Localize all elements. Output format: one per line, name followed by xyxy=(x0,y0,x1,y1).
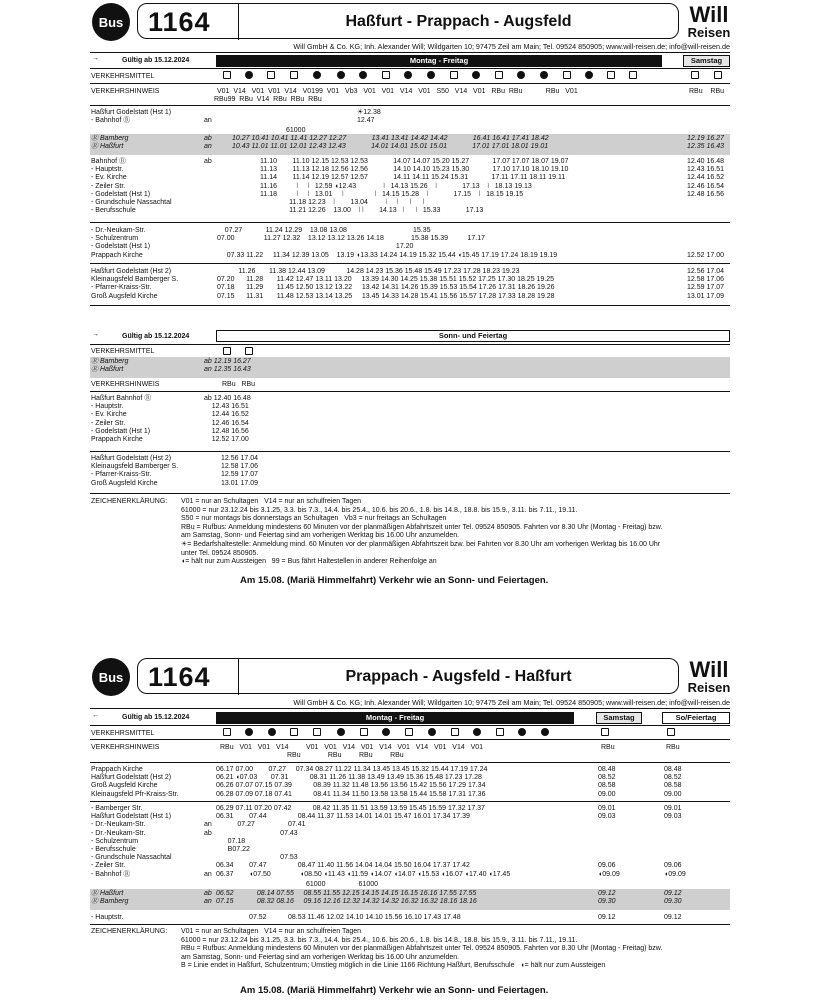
rufbus-icon xyxy=(496,728,504,736)
logo-will: Will xyxy=(689,657,729,682)
sunday-row-verkehrshinweis: VERKEHRSHINWEIS xyxy=(91,381,160,388)
line-number: 1164 xyxy=(148,7,211,37)
times-block-d: 11.26 11.38 12.44 13.09 14.28 14.23 15.36 15.48 15.49 17.23 17.28 18.23 19.23 07.20 11.28 11.42 12.47 13.11 13.20 13.39 14.30 14.25 15.38 15.51 15.52 17.25 17.30 18.25 19.25 07.18 11.29 11.45 12.50 13.12 13.22 13.42 14.31 14.26 15.39 15.53 15.54 17.26 17.31 18.26 19.26 07.15 11.31 11.48 12.53 13.14 13.25 13.45 14.33 14.28 15.41 15.56 15.57 17.28 17.33 18.28 19.28 xyxy=(217,268,555,300)
stops-block-b: - Bamberger Str. Haßfurt Godelstatt (Hst 1) - Dr.-Neukam-Str. - Dr.-Neukam-Str. - Schulzentrum - Berufsschule - Grundschule Nassachtal - Zeiler Str. - Bahnhof Ⓡ xyxy=(91,805,172,878)
divider xyxy=(90,762,730,763)
rufbus-icon xyxy=(382,71,390,79)
times-block-d-saturday: 12.56 17.04 12.58 17.06 12.59 17.07 13.01 17.09 xyxy=(687,268,724,300)
sunday-stops-b: Haßfurt Bahnhof Ⓡ - Hauptstr. - Ev. Kirche - Zeiler Str. - Godelstatt (Hst 1) Prappach Kirche xyxy=(91,395,152,444)
direction-arrow-icon: ← xyxy=(92,712,99,719)
rufbus-icon xyxy=(607,71,615,79)
hinweis-codes: RBu V01 V01 V14 V01 V01 V14 V01 V14 V01 V14 V01 V14 V01 xyxy=(220,744,484,751)
hinweis-codes-2: RBu RBu RBu RBu xyxy=(287,752,404,759)
valid-from: Gültig ab 15.12.2024 xyxy=(122,714,190,721)
sunday-row-verkehrsmittel: VERKEHRSMITTEL xyxy=(91,348,155,355)
rufbus-icon xyxy=(267,71,275,79)
hinweis-codes: V01 V14 V01 V01 V14 V0199 V01 Vb3 V01 V01 V14 V01 S50 V14 V01 RBu RBu RBu V01 xyxy=(217,88,578,95)
divider xyxy=(90,801,730,802)
divider xyxy=(90,739,730,740)
hinweis-saturday: RBu RBu xyxy=(689,88,725,95)
row-verkehrsmittel: VERKEHRSMITTEL xyxy=(91,73,155,80)
line-title-box xyxy=(137,3,679,39)
bus-icon xyxy=(517,71,525,79)
stops-block-a: Prappach Kirche Haßfurt Godelstatt (Hst 2) Groß Augsfeld Kirche Kleinaugsfeld Pfr-Kraiss-Str. xyxy=(91,766,179,798)
will-logo xyxy=(683,4,735,39)
sunday-header: Sonn- und Feiertag xyxy=(216,330,730,342)
rufbus-icon xyxy=(495,71,503,79)
times-block-b-saturday: 09.01 09.03 09.06 ◖09.09 xyxy=(598,805,620,878)
times-block-a: 06.17 07.00 07.27 07.34 08.27 11.22 11.34 13.45 13.45 15.32 15.44 17.19 17.24 06.21 ◖07.03 07.31 08.31 11.26 11.38 13.49 13.49 15.36 15.48 17.23 17.28 06.26 07.07 07.15 07.39 08.39 11.32 11.48 13.56 13.56 15.42 15.56 17.29 17.34 06.28 07.09 07.18 07.41 08.41 11.34 11.50 13.58 13.58 15.44 15.58 17.31 17.36 xyxy=(216,766,488,798)
stops-block-a: Haßfurt Godelstatt (Hst 1) - Bahnhof Ⓡ xyxy=(91,109,172,125)
divider xyxy=(90,391,730,392)
row-verkehrshinweis: VERKEHRSHINWEIS xyxy=(91,88,160,95)
rufbus-icon xyxy=(290,71,298,79)
times-block-b-sunday: 09.01 09.03 09.06 ◖09.09 xyxy=(664,805,686,878)
company-info: Will GmbH & Co. KG; Inh. Alexander Will; Wildgarten 10; 97475 Zeil am Main; Tel. 09524 850905; www.will-reisen.de; info@will-reisen.de xyxy=(293,698,730,707)
bus-badge xyxy=(92,3,130,41)
will-logo xyxy=(683,659,735,694)
rail-times-sunday: 09.12 09.30 xyxy=(664,890,682,906)
note-61000: 61000 61000 xyxy=(306,881,378,888)
divider xyxy=(90,52,730,53)
divider xyxy=(90,68,730,69)
row-verkehrshinweis: VERKEHRSHINWEIS xyxy=(91,744,160,751)
sunday-hinweis: RBu RBu xyxy=(222,381,256,388)
bus-icon xyxy=(518,728,526,736)
divider xyxy=(90,105,730,106)
divider xyxy=(90,263,730,264)
rail-times: 10.27 10.41 10.41 11.41 12.27 12.27 13.41 13.41 14.42 14.42 16.41 16.41 17.41 18.42 10.43 11.01 11.01 12.01 12.43 12.43 14.01 14.01 15.01 15.01 17.01 17.01 18.01 19.01 xyxy=(232,135,549,151)
bus-icon xyxy=(337,728,345,736)
bus-icon xyxy=(541,728,549,736)
divider xyxy=(90,344,730,345)
times-block-c: 07.52 08.53 11.46 12.02 14.10 14.10 15.56 16.10 17.43 17.48 xyxy=(216,914,461,921)
weekday-header: Montag - Freitag xyxy=(216,712,574,724)
bus-label: Bus xyxy=(98,14,124,30)
rufbus-icon xyxy=(290,728,298,736)
times-block-c: 07.27 11.24 12.29 13.08 13.08 15.35 07.00 11.27 12.32 13.12 13.12 13.26 14.18 15.38 15.39 17.17 17.20 07.33 11.22 11.34 12.39 13.05 13.19 ◖13.33 14.24 14.19 15.32 15.44 ◖15.45 17.19 17.24 18.19 19.19 xyxy=(217,227,558,259)
rufbus-icon xyxy=(601,728,609,736)
bus-icon xyxy=(245,728,253,736)
holiday-note: Am 15.08. (Mariä Himmelfahrt) Verkehr wie an Sonn- und Feiertagen. xyxy=(240,575,549,586)
legend-label: ZEICHENERKLÄRUNG: xyxy=(91,928,168,935)
logo-reisen: Reisen xyxy=(687,25,731,40)
hinweis-saturday: RBu xyxy=(601,744,615,751)
sunday-times-b: ab 12.40 16.48 12.43 16.51 12.44 16.52 12.46 16.54 12.48 16.56 12.52 17.00 xyxy=(204,395,251,444)
rufbus-icon xyxy=(360,728,368,736)
stops-block-b-marks: an ab an xyxy=(204,821,212,878)
divider xyxy=(90,305,730,306)
rail-stops: Ⓡ Haßfurt Ⓡ Bamberg xyxy=(91,890,129,906)
times-block-a: ☀12.38 12.47 xyxy=(357,109,381,125)
bus-icon xyxy=(382,728,390,736)
hinweis-sunday: RBu xyxy=(666,744,680,751)
sunday-rail-times: ab 12.19 16.27 an 12.35 16.43 xyxy=(204,358,251,374)
bus-icon xyxy=(404,71,412,79)
times-block-c-sunday: 09.12 xyxy=(664,914,682,921)
holiday-note: Am 15.08. (Mariä Himmelfahrt) Verkehr wie an Sonn- und Feiertagen. xyxy=(240,985,549,996)
route-title: Haßfurt - Prappach - Augsfeld xyxy=(345,13,572,30)
divider xyxy=(90,451,730,452)
sunday-rail-stops: Ⓡ Bamberg Ⓡ Haßfurt xyxy=(91,358,129,374)
hinweis-codes-2: RBu99 RBu V14 RBu RBu RBu xyxy=(214,96,322,103)
line-title-box xyxy=(137,658,679,694)
rufbus-icon xyxy=(313,728,321,736)
weekday-header: Montag - Freitag xyxy=(216,55,662,67)
bus-icon xyxy=(540,71,548,79)
bus-icon xyxy=(427,71,435,79)
logo-reisen: Reisen xyxy=(687,680,731,695)
rufbus-icon xyxy=(691,71,699,79)
stops-block-a-marks: an xyxy=(204,117,212,125)
sunday-stops-d: Haßfurt Godelstatt (Hst 2) Kleinaugsfeld Bamberger S. - Pfarrer-Kraiss-Str. Groß Augsfeld Kirche xyxy=(91,455,179,487)
saturday-header: Samstag xyxy=(683,55,730,67)
bus-icon xyxy=(473,728,481,736)
divider xyxy=(90,222,730,223)
divider xyxy=(90,924,730,925)
times-block-b-saturday: 12.40 16.48 12.43 16.51 12.44 16.52 12.46 16.54 12.48 16.56 xyxy=(687,158,724,198)
bus-icon xyxy=(313,71,321,79)
sunday-header: So/Feiertag xyxy=(662,712,730,724)
note-61000: 61000 xyxy=(286,127,306,134)
rufbus-icon xyxy=(714,71,722,79)
times-block-a-sunday: 08.48 08.52 08.58 09.00 xyxy=(664,766,682,798)
bus-icon xyxy=(472,71,480,79)
route-title: Prappach - Augsfeld - Haßfurt xyxy=(345,668,572,685)
rufbus-icon xyxy=(563,71,571,79)
times-block-b: 11.10 11.10 12.15 12.53 12.53 14.07 14.07 15.20 15.27 17.07 17.07 18.07 19.07 11.13 11.13 12.18 12.56 12.56 14.10 14.10 15.23 15.30 17.10 17.10 18.10 19.10 11.14 11.14 12.19 12.57 12.57 14.11 14.11 15.24 15.31 17.11 17.11 18.11 19.11 11.16 ⦚ ⦚ 12.59 ◖12.43 ⦚ 14.13 15.26 ⦚ 17.13 ⦚ 18.13 19.13 11.18 ⦚ ⦚ 13.01 ⦚ ⦚ 14.15 15.28 ⦚ 17.15 ⦚ 18.15 19.15 11.18 12.23 ⦚ 13.04 ⦚ ⦚ ⦚ ⦚ 11.21 12.26 13.00 ⦚ ⦚ 14.13 ⦚ ⦚ 15.33 17.13 xyxy=(260,158,569,215)
divider xyxy=(90,725,730,726)
stops-block-b: Bahnhof Ⓡ - Hauptstr. - Ev. Kirche - Zeiler Str. - Godelstatt (Hst 1) - Grundschule Nassachtal - Berufsschule xyxy=(91,158,172,215)
bus-icon xyxy=(428,728,436,736)
rufbus-icon xyxy=(450,71,458,79)
bus-icon xyxy=(245,347,253,355)
bus-icon xyxy=(223,347,231,355)
bus-icon xyxy=(337,71,345,79)
direction-arrow-icon: → xyxy=(92,55,99,62)
timetable-return xyxy=(0,655,827,1000)
rail-ab-an: ab an xyxy=(204,890,212,906)
divider xyxy=(90,493,730,494)
bus-icon xyxy=(359,71,367,79)
times-block-b: 06.29 07.11 07.20 07.42 08.42 11.35 11.51 13.59 13.59 15.45 15.59 17.32 17.37 06.31 07.44 08.44 11.37 11.53 14.01 14.01 15.47 16.01 17.34 17.39 07.27 07.41 07.43 07.18 B07.22 07.53 06.34 07.47 08.47 11.40 11.56 14.04 14.04 15.50 16.04 17.37 17.42 06.37 ◖07.50 ◖08.50 ◖11.43 ◖11.59 ◖14.07 ◖14.07 ◖15.53 ◖16.07 ◖17.40 ◖17.45 xyxy=(216,805,511,878)
rufbus-icon xyxy=(223,71,231,79)
bus-icon xyxy=(268,728,276,736)
legend-label: ZEICHENERKLÄRUNG: xyxy=(91,498,168,505)
valid-from: Gültig ab 15.12.2024 xyxy=(122,57,190,64)
sunday-valid-from: Gültig ab 15.12.2024 xyxy=(122,333,190,340)
company-info: Will GmbH & Co. KG; Inh. Alexander Will; Wildgarten 10; 97475 Zeil am Main; Tel. 09524 850905; www.will-reisen.de; info@will-reisen.de xyxy=(293,42,730,51)
saturday-header: Samstag xyxy=(596,712,642,724)
rail-times-saturday: 09.12 09.30 xyxy=(598,890,616,906)
stops-block-c: - Hauptstr. xyxy=(91,914,124,921)
sunday-arrow-icon: → xyxy=(92,331,99,338)
sunday-rail-shading xyxy=(90,357,730,378)
bus-icon xyxy=(585,71,593,79)
rufbus-icon xyxy=(667,728,675,736)
times-block-c-saturday: 12.52 17.00 xyxy=(687,252,724,259)
times-block-a-saturday: 08.48 08.52 08.58 09.00 xyxy=(598,766,616,798)
rufbus-icon xyxy=(451,728,459,736)
bus-label: Bus xyxy=(98,669,124,685)
divider xyxy=(90,83,730,84)
rufbus-icon xyxy=(405,728,413,736)
row-verkehrsmittel: VERKEHRSMITTEL xyxy=(91,730,155,737)
times-block-c-saturday: 09.12 xyxy=(598,914,616,921)
legend-text: V01 = nur an Schultagen V14 = nur an schulfreien Tagen 61000 = nur 23.12.24 bis 3.1.25, 3.3. bis 7.3., 14.4. bis 25.4., 10.6. bis 20.6., 1.8. bis 14.8., 18.8. bis 15.9., 3.11. bis 7.11., 19.11. S50 = nur montags bis donnerstags an Schultagen Vb3 = nur freitags an Schultagen RBu = Rufbus: Anmeldung mindestens 60 Minuten vor der planmäßigen Abfahrtszeit unter Tel. 09524 850905. Fahrten vor 8.30 Uhr (Montag - Freitag) bzw. am Samstag, Sonn- und Feiertag sind am vorherigen Werktag bis 16.00 Uhr anzumelden. ☀= Bedarfshaltestelle: Anmeldung mind. 60 Minuten vor der planmäßigen Abfahrtszeit bzw. bei Fahrten vor 8.30 Uhr am vorherigen Werktag bis 16.00 Uhr unter Tel. 09524 850905. ◖= hält nur zum Aussteigen 99 = Bus fährt Haltestellen in anderer Reihenfolge an xyxy=(181,498,663,566)
bus-icon xyxy=(245,71,253,79)
divider xyxy=(90,708,730,709)
line-number: 1164 xyxy=(148,662,211,692)
rufbus-icon xyxy=(223,728,231,736)
rail-ab-an: ab an xyxy=(204,135,212,151)
rufbus-icon xyxy=(629,71,637,79)
logo-will: Will xyxy=(689,2,729,27)
stops-block-c: - Dr.-Neukam-Str. - Schulzentrum - Godelstatt (Hst 1) Prappach Kirche xyxy=(91,227,151,259)
rail-stops: Ⓡ Bamberg Ⓡ Haßfurt xyxy=(91,135,129,151)
rail-times: 06.52 08.14 07.55 08.55 11.55 12.15 14.15 14.15 16.15 16.16 17.55 17.55 07.15 08.32 08.16 09.16 12.16 12.32 14.32 14.32 16.32 16.32 18.16 18.16 xyxy=(216,890,477,906)
sunday-times-d: 12.56 17.04 12.58 17.06 12.59 17.07 13.01 17.09 xyxy=(221,455,258,487)
bus-badge xyxy=(92,658,130,696)
stops-block-b-ab: ab xyxy=(204,158,212,165)
rail-times-saturday: 12.19 16.27 12.35 16.43 xyxy=(687,135,724,151)
stops-block-d: Haßfurt Godelstatt (Hst 2) Kleinaugsfeld Bamberger S. - Pfarrer-Kraiss-Str. Groß Augsfeld Kirche xyxy=(91,268,179,300)
legend-text: V01 = nur an Schultagen V14 = nur an schulfreien Tagen 61000 = nur 23.12.24 bis 3.1.25, 3.3. bis 7.3., 14.4. bis 25.4., 10.6. bis 20.6., 1.8. bis 14.8., 18.8. bis 15.9., 3.11. bis 7.11., 19.11. RBu = Rufbus: Anmeldung mindestens 60 Minuten vor der planmäßigen Abfahrtszeit unter Tel. 09524 850905. Fahrten vor 8.30 Uhr (Montag - Freitag) bzw. am Samstag, Sonn- und Feiertag sind am vorherigen Werktag bis 16.00 Uhr anzumelden. B = Linie endet in Haßfurt, Schulzentrum; Umstieg möglich in die Linie 1166 Richtung Haßfurt, Berufsschule ◖= hält nur zum Aussteigen xyxy=(181,928,663,970)
